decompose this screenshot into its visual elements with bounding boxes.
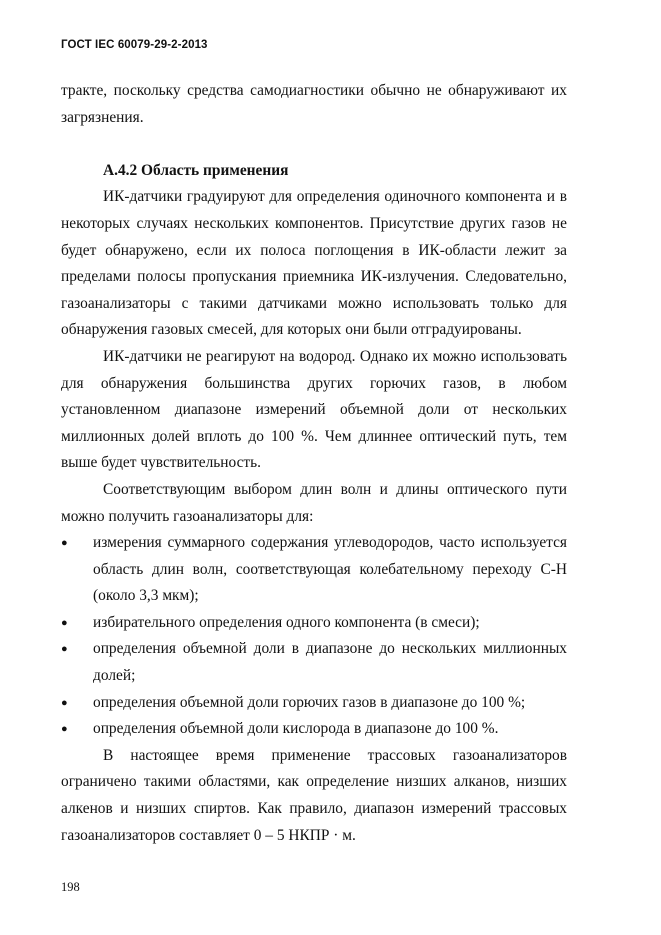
bullet-list xyxy=(61,530,567,743)
page-number: 198 xyxy=(61,880,80,894)
page-content xyxy=(61,78,567,849)
list-item-text: определения объемной доли кислорода в диапазоне до 100 %. xyxy=(93,720,499,738)
list-item-text: измерения суммарного содержания углеводородов, часто используется область длин волн, соответствующая колебательному переходу С-Н (около 3,3 мкм); xyxy=(93,534,567,605)
paragraph-continuation: тракте, поскольку средства самодиагностики обычно не обнаруживают их загрязнения. xyxy=(61,82,567,126)
list-item-text: избирательного определения одного компонента (в смеси); xyxy=(93,613,480,631)
list-item xyxy=(61,636,567,689)
list-item-text: определения объемной доли горючих газов в диапазоне до 100 %; xyxy=(93,693,526,711)
bullet-icon: ● xyxy=(61,537,68,550)
paragraph: В настоящее время применение трассовых газоанализаторов ограничено такими областями, как определение низших алканов, низших алкенов и низших спиртов. Как правило, диапазон измерений трассовых газоанализаторов составляет 0 – 5 НКПР · м. xyxy=(61,746,567,844)
list-item xyxy=(61,530,567,610)
list-item xyxy=(61,716,567,743)
paragraph: ИК-датчики не реагируют на водород. Однако их можно использовать для обнаружения большинства других горючих газов, в любом установленном диапазоне измерений объемной доли от нескольких миллионных долей вплоть до 100 %. Чем длиннее оптический путь, тем выше будет чувствительность. xyxy=(61,347,567,472)
list-item xyxy=(61,690,567,717)
bullet-icon: ● xyxy=(61,616,68,629)
bullet-icon: ● xyxy=(61,696,68,709)
list-item-text: определения объемной доли в диапазоне до нескольких миллионных долей; xyxy=(93,640,567,685)
section-heading: А.4.2 Область применения xyxy=(103,161,289,179)
paragraph: Соответствующим выбором длин волн и длины оптического пути можно получить газоанализаторы для: xyxy=(61,480,567,525)
spacer xyxy=(61,131,567,158)
bullet-icon: ● xyxy=(61,723,68,736)
paragraph: ИК-датчики градуируют для определения одиночного компонента и в некоторых случаях нескольких компонентов. Присутствие других газов не будет обнаружено, если их полоса поглощения в ИК-области лежит за пределами полосы пропускания приемника ИК-излучения. Следовательно, газоанализаторы с такими датчиками можно использовать только для обнаружения газовых смесей, для которых они были отградуированы. xyxy=(61,188,567,339)
document-header: ГОСТ IEC 60079-29-2-2013 xyxy=(61,39,208,51)
bullet-icon: ● xyxy=(61,643,68,656)
list-item xyxy=(61,610,567,637)
